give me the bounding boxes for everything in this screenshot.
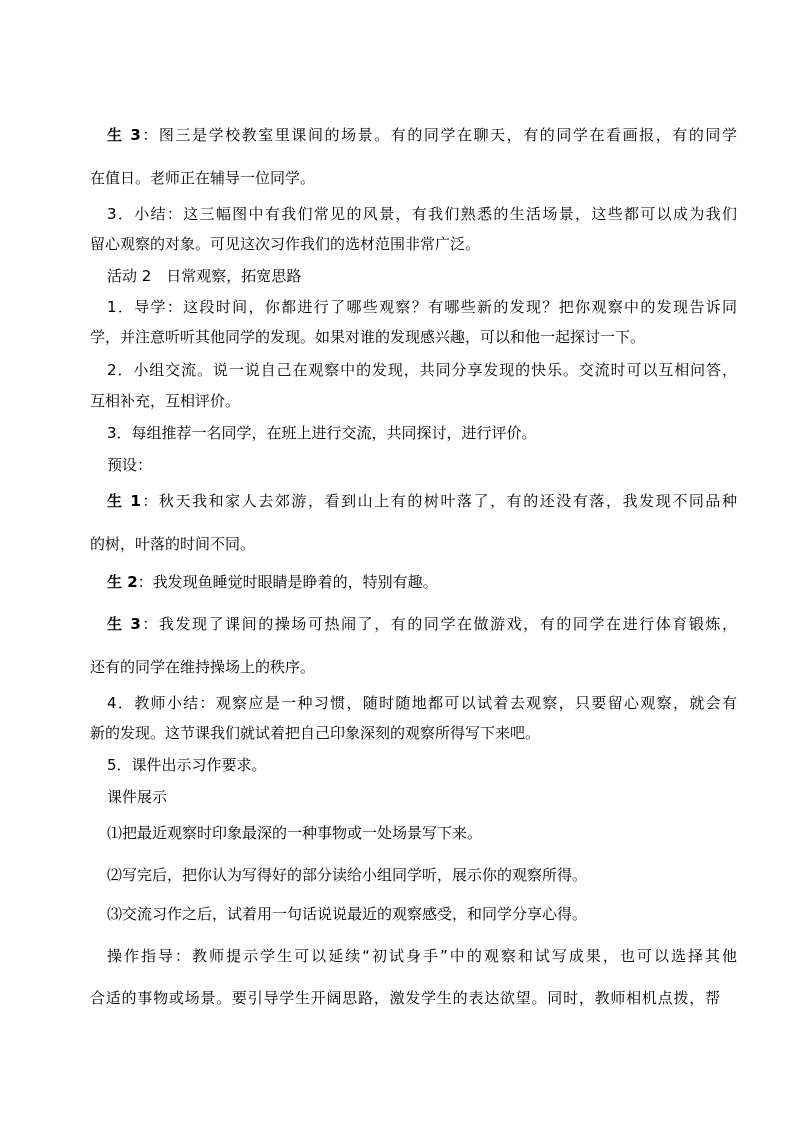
student3-scene-line2: 在值日。老师正在辅导一位同学。 <box>90 169 316 187</box>
student3-scene-line1: 生 3：图三是学校教室里课间的场景。有的同学在聊天，有的同学在看画报，有的同学 <box>107 126 737 144</box>
courseware-label: 课件展示 <box>107 788 168 806</box>
recommend-line: 3．每组推荐一名同学，在班上进行交流，共同探讨，进行评价。 <box>107 424 537 442</box>
preset-label: 预设： <box>107 456 153 474</box>
summary-line1: 3．小结：这三幅图中有我们常见的风景，有我们熟悉的生活场景，这些都可以成为我们 <box>107 205 737 223</box>
teacher-summary-line1: 4．教师小结：观察应是一种习惯，随时随地都可以试着去观察，只要留心观察，就会有 <box>107 694 737 712</box>
teacher-summary-line2: 新的发现。这节课我们就试着把自己印象深刻的观察所得写下来吧。 <box>90 724 541 742</box>
courseware-requirement-line: 5．课件出示习作要求。 <box>107 756 267 774</box>
group-line2: 互相补充，互相评价。 <box>90 392 241 410</box>
speaker-label: 生 3 <box>107 615 141 633</box>
speaker-label: 生 2 <box>107 573 138 591</box>
student3-line1: 生 3：我发现了课间的操场可热闹了，有的同学在做游戏，有的同学在进行体育锻炼， <box>107 615 737 633</box>
operation-guide-line1: 操作指导：教师提示学生可以延续“初试身手”中的观察和试写成果，也可以选择其他 <box>107 947 737 965</box>
guide-line2: 学，并注意听听其他同学的发现。如果对谁的发现感兴趣，可以和他一起探讨一下。 <box>90 328 646 346</box>
student2-line1: 生 2：我发现鱼睡觉时眼睛是睁着的，特别有趣。 <box>107 573 438 591</box>
student1-line1: 生 1：秋天我和家人去郊游，看到山上有的树叶落了，有的还没有落，我发现不同品种 <box>107 492 737 510</box>
requirement-item: ⑴把最近观察时印象最深的一种事物或一处场景写下来。 <box>107 824 483 842</box>
summary-line2: 留心观察的对象。可见这次习作我们的选材范围非常广泛。 <box>90 235 481 253</box>
speaker-label: 生 3 <box>107 126 141 144</box>
group-line1: 2．小组交流。说一说自己在观察中的发现，共同分享发现的快乐。交流时可以互相问答， <box>107 361 737 379</box>
student1-line2: 的树，叶落的时间不同。 <box>90 535 256 553</box>
speaker-label: 生 1 <box>107 492 141 510</box>
requirement-item: ⑵写完后，把你认为写得好的部分读给小组同学听，展示你的观察所得。 <box>107 866 588 884</box>
requirement-item: ⑶交流习作之后，试着用一句话说说最近的观察感受，和同学分享心得。 <box>107 905 588 923</box>
guide-line1: 1．导学：这段时间，你都进行了哪些观察？有哪些新的发现？把你观察中的发现告诉同 <box>107 298 737 316</box>
operation-guide-line2: 合适的事物或场景。要引导学生开阔思路，激发学生的表达欲望。同时，教师相机点拨，帮 <box>90 989 720 1007</box>
activity2-heading: 活动 2 日常观察，拓宽思路 <box>107 267 302 285</box>
student3-line2: 还有的同学在维持操场上的秩序。 <box>90 658 316 676</box>
